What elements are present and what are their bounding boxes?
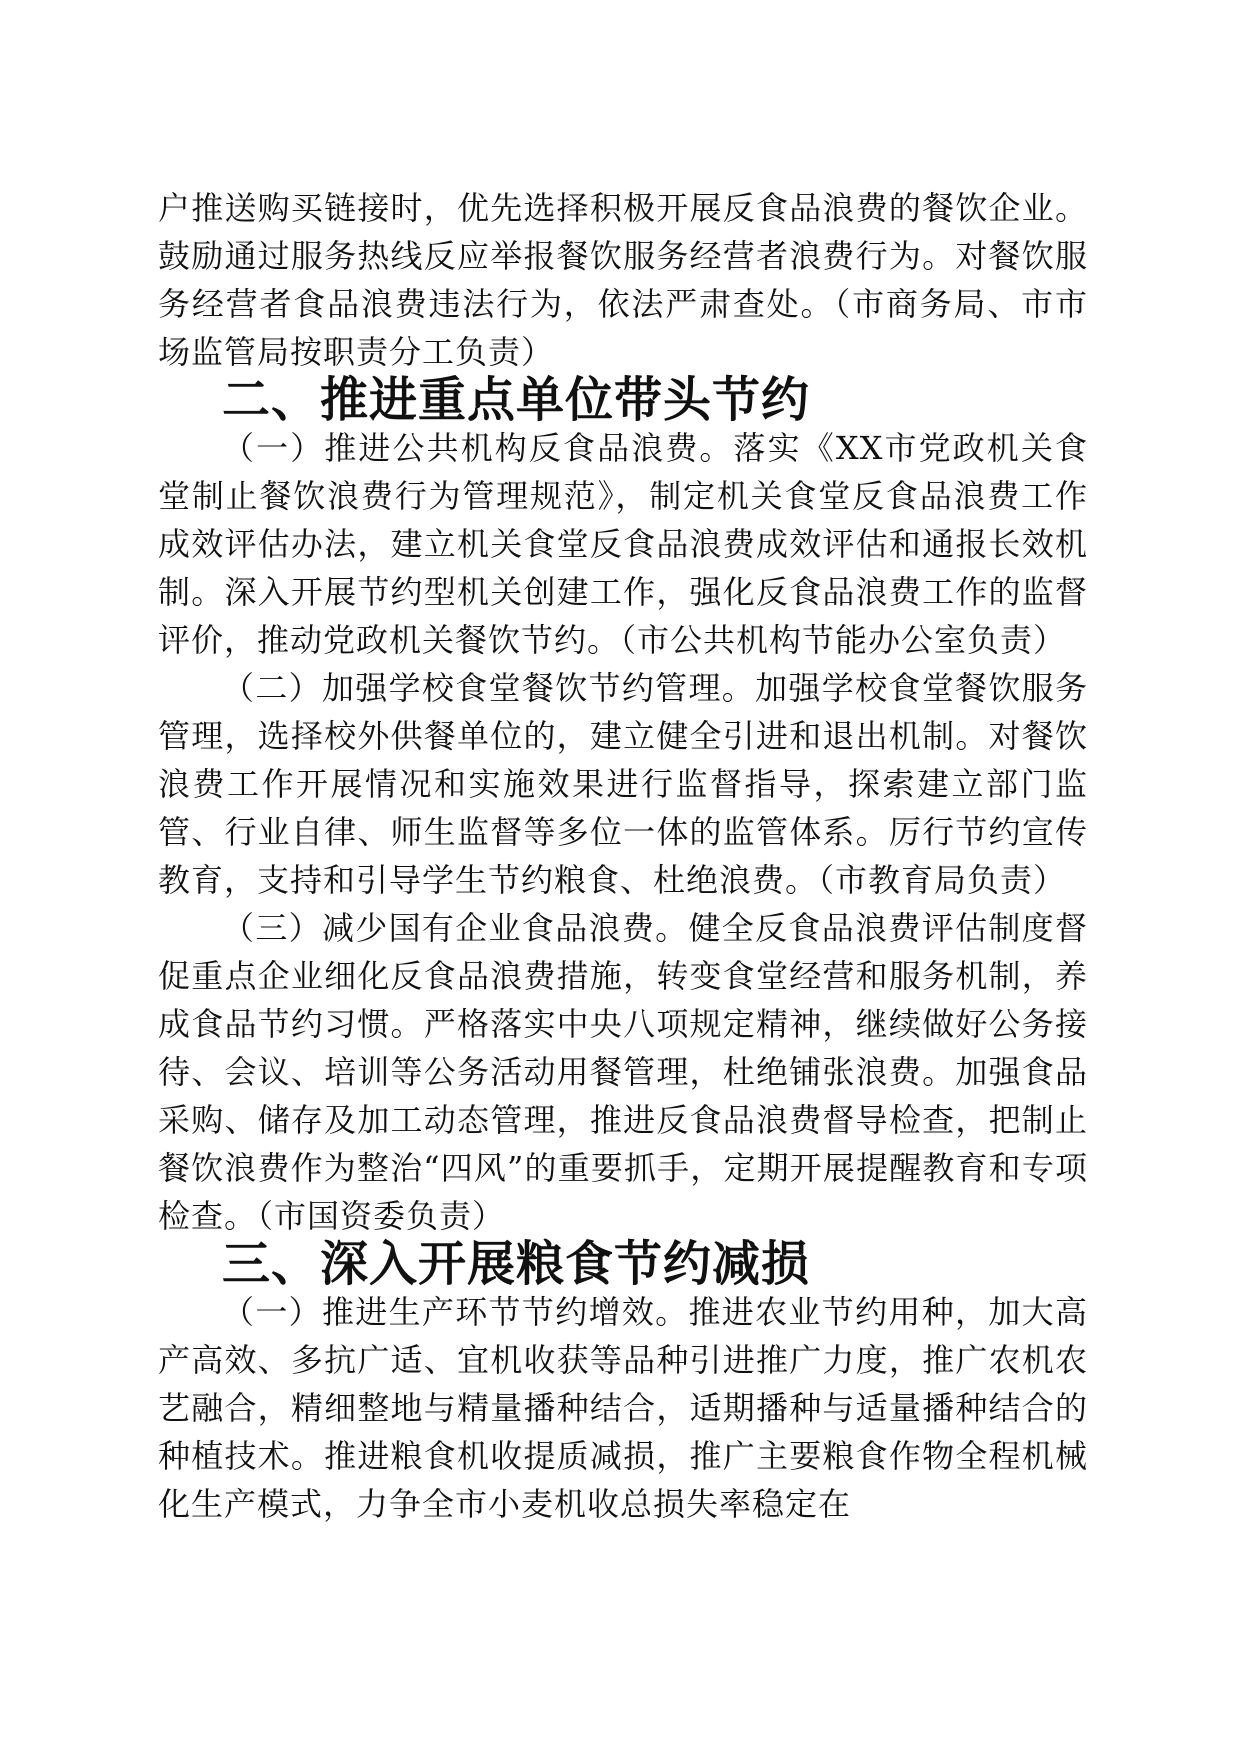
document-page [158, 184, 1088, 1528]
paragraph-3-1: （一）推进生产环节节约增效。推进农业节约用种，加大高产高效、多抗广适、宜机收获等品种引进推广力度，推广农机农艺融合，精细整地与精量播种结合，适期播种与适量播种结合的种植技术。推进粮食机收提质减损，推广主要粮食作物全程机械化生产模式，力争全市小麦机收总损失率稳定在 [158, 1293, 1088, 1523]
paragraph-2-1: （一）推进公共机构反食品浪费。落实《XX市党政机关食堂制止餐饮浪费行为管理规范》，制定机关食堂反食品浪费工作成效评估办法，建立机关食堂反食品浪费成效评估和通报长效机制。深入开展节约型机关创建工作，强化反食品浪费工作的监督评价，推动党政机关餐饮节约。（市公共机构节能办公室负责） [158, 429, 1088, 659]
paragraph-continuation: 户推送购买链接时，优先选择积极开展反食品浪费的餐饮企业。鼓励通过服务热线反应举报餐饮服务经营者浪费行为。对餐饮服务经营者食品浪费违法行为，依法严肃查处。（市商务局、市市场监管局按职责分工负责） [158, 189, 1088, 371]
section-heading-3: 三、深入开展粮食节约减损 [222, 1236, 811, 1292]
paragraph-2-2: （二）加强学校食堂餐饮节约管理。加强学校食堂餐饮服务管理，选择校外供餐单位的，建立健全引进和退出机制。对餐饮浪费工作开展情况和实施效果进行监督指导，探索建立部门监管、行业自律、师生监督等多位一体的监管体系。厉行节约宣传教育，支持和引导学生节约粮食、杜绝浪费。（市教育局负责） [158, 669, 1088, 899]
paragraph-2-3: （三）减少国有企业食品浪费。健全反食品浪费评估制度督促重点企业细化反食品浪费措施，转变食堂经营和服务机制，养成食品节约习惯。严格落实中央八项规定精神，继续做好公务接待、会议、培训等公务活动用餐管理，杜绝铺张浪费。加强食品采购、储存及加工动态管理，推进反食品浪费督导检查，把制止餐饮浪费作为整治“四风”的重要抓手，定期开展提醒教育和专项检查。（市国资委负责） [158, 909, 1088, 1235]
section-heading-2: 二、推进重点单位带头节约 [222, 372, 811, 428]
